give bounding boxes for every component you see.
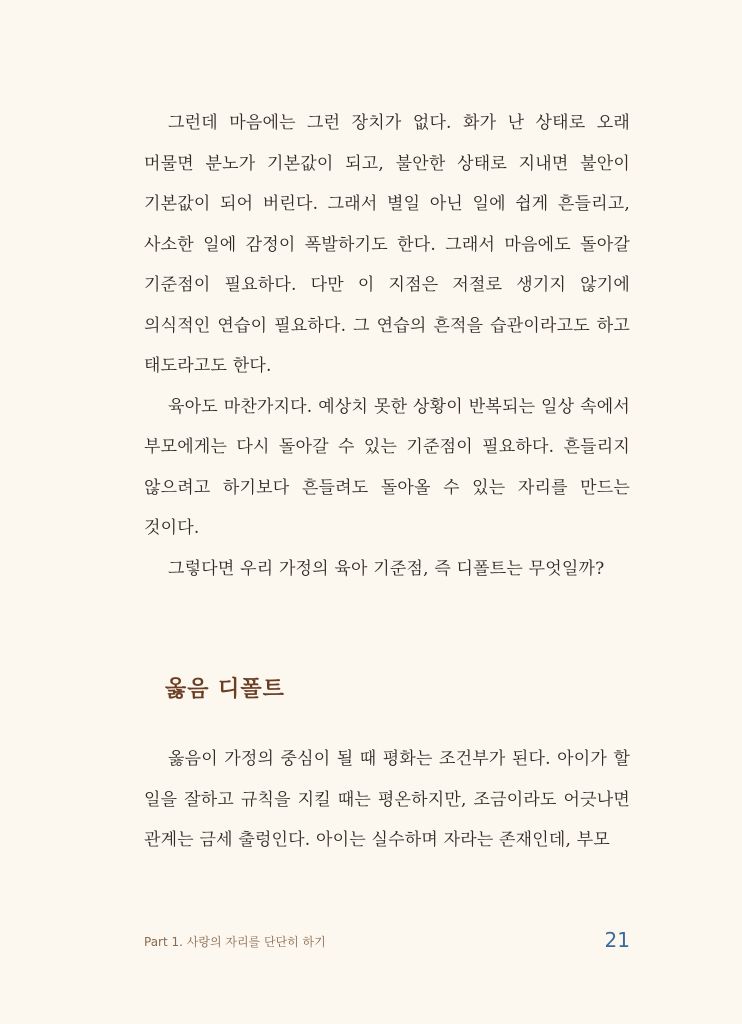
intro-text-block [144, 103, 630, 589]
section-heading: 옳음 디폴트 [165, 677, 285, 702]
paragraph: 옳음이 가정의 중심이 될 때 평화는 조건부가 된다. 아이가 할 일을 잘하고 규칙을 지킬 때는 평온하지만, 조금이라도 어긋나면 관계는 금세 출렁인다. 아이는 실수하며 자라는 존재인데, 부모 [144, 749, 630, 850]
running-title: Part 1. 사랑의 자리를 단단히 하기 [144, 935, 326, 949]
section-text-block [144, 739, 630, 861]
paragraph: 그런데 마음에는 그런 장치가 없다. 화가 난 상태로 오래 머물면 분노가 기본값이 되고, 불안한 상태로 지내면 불안이 기본값이 되어 버린다. 그래서 별일 아닌 일에 쉽게 흔들리고, 사소한 일에 감정이 폭발하기도 한다. 그래서 마음에도 돌아갈 기준점이 필요하다. 다만 이 지점은 저절로 생기지 않기에 의식적인 연습이 필요하다. 그 연습의 흔적을 습관이라고도 하고 태도라고도 한다. [144, 113, 630, 376]
page-number: 21 [604, 928, 630, 952]
paragraph: 육아도 마찬가지다. 예상치 못한 상황이 반복되는 일상 속에서 부모에게는 다시 돌아갈 수 있는 기준점이 필요하다. 흔들리지 않으려고 하기보다 흔들려도 돌아올 수 있는 자리를 만드는 것이다. [144, 396, 630, 538]
paragraph: 그렇다면 우리 가정의 육아 기준점, 즉 디폴트는 무엇일까? [168, 558, 605, 579]
